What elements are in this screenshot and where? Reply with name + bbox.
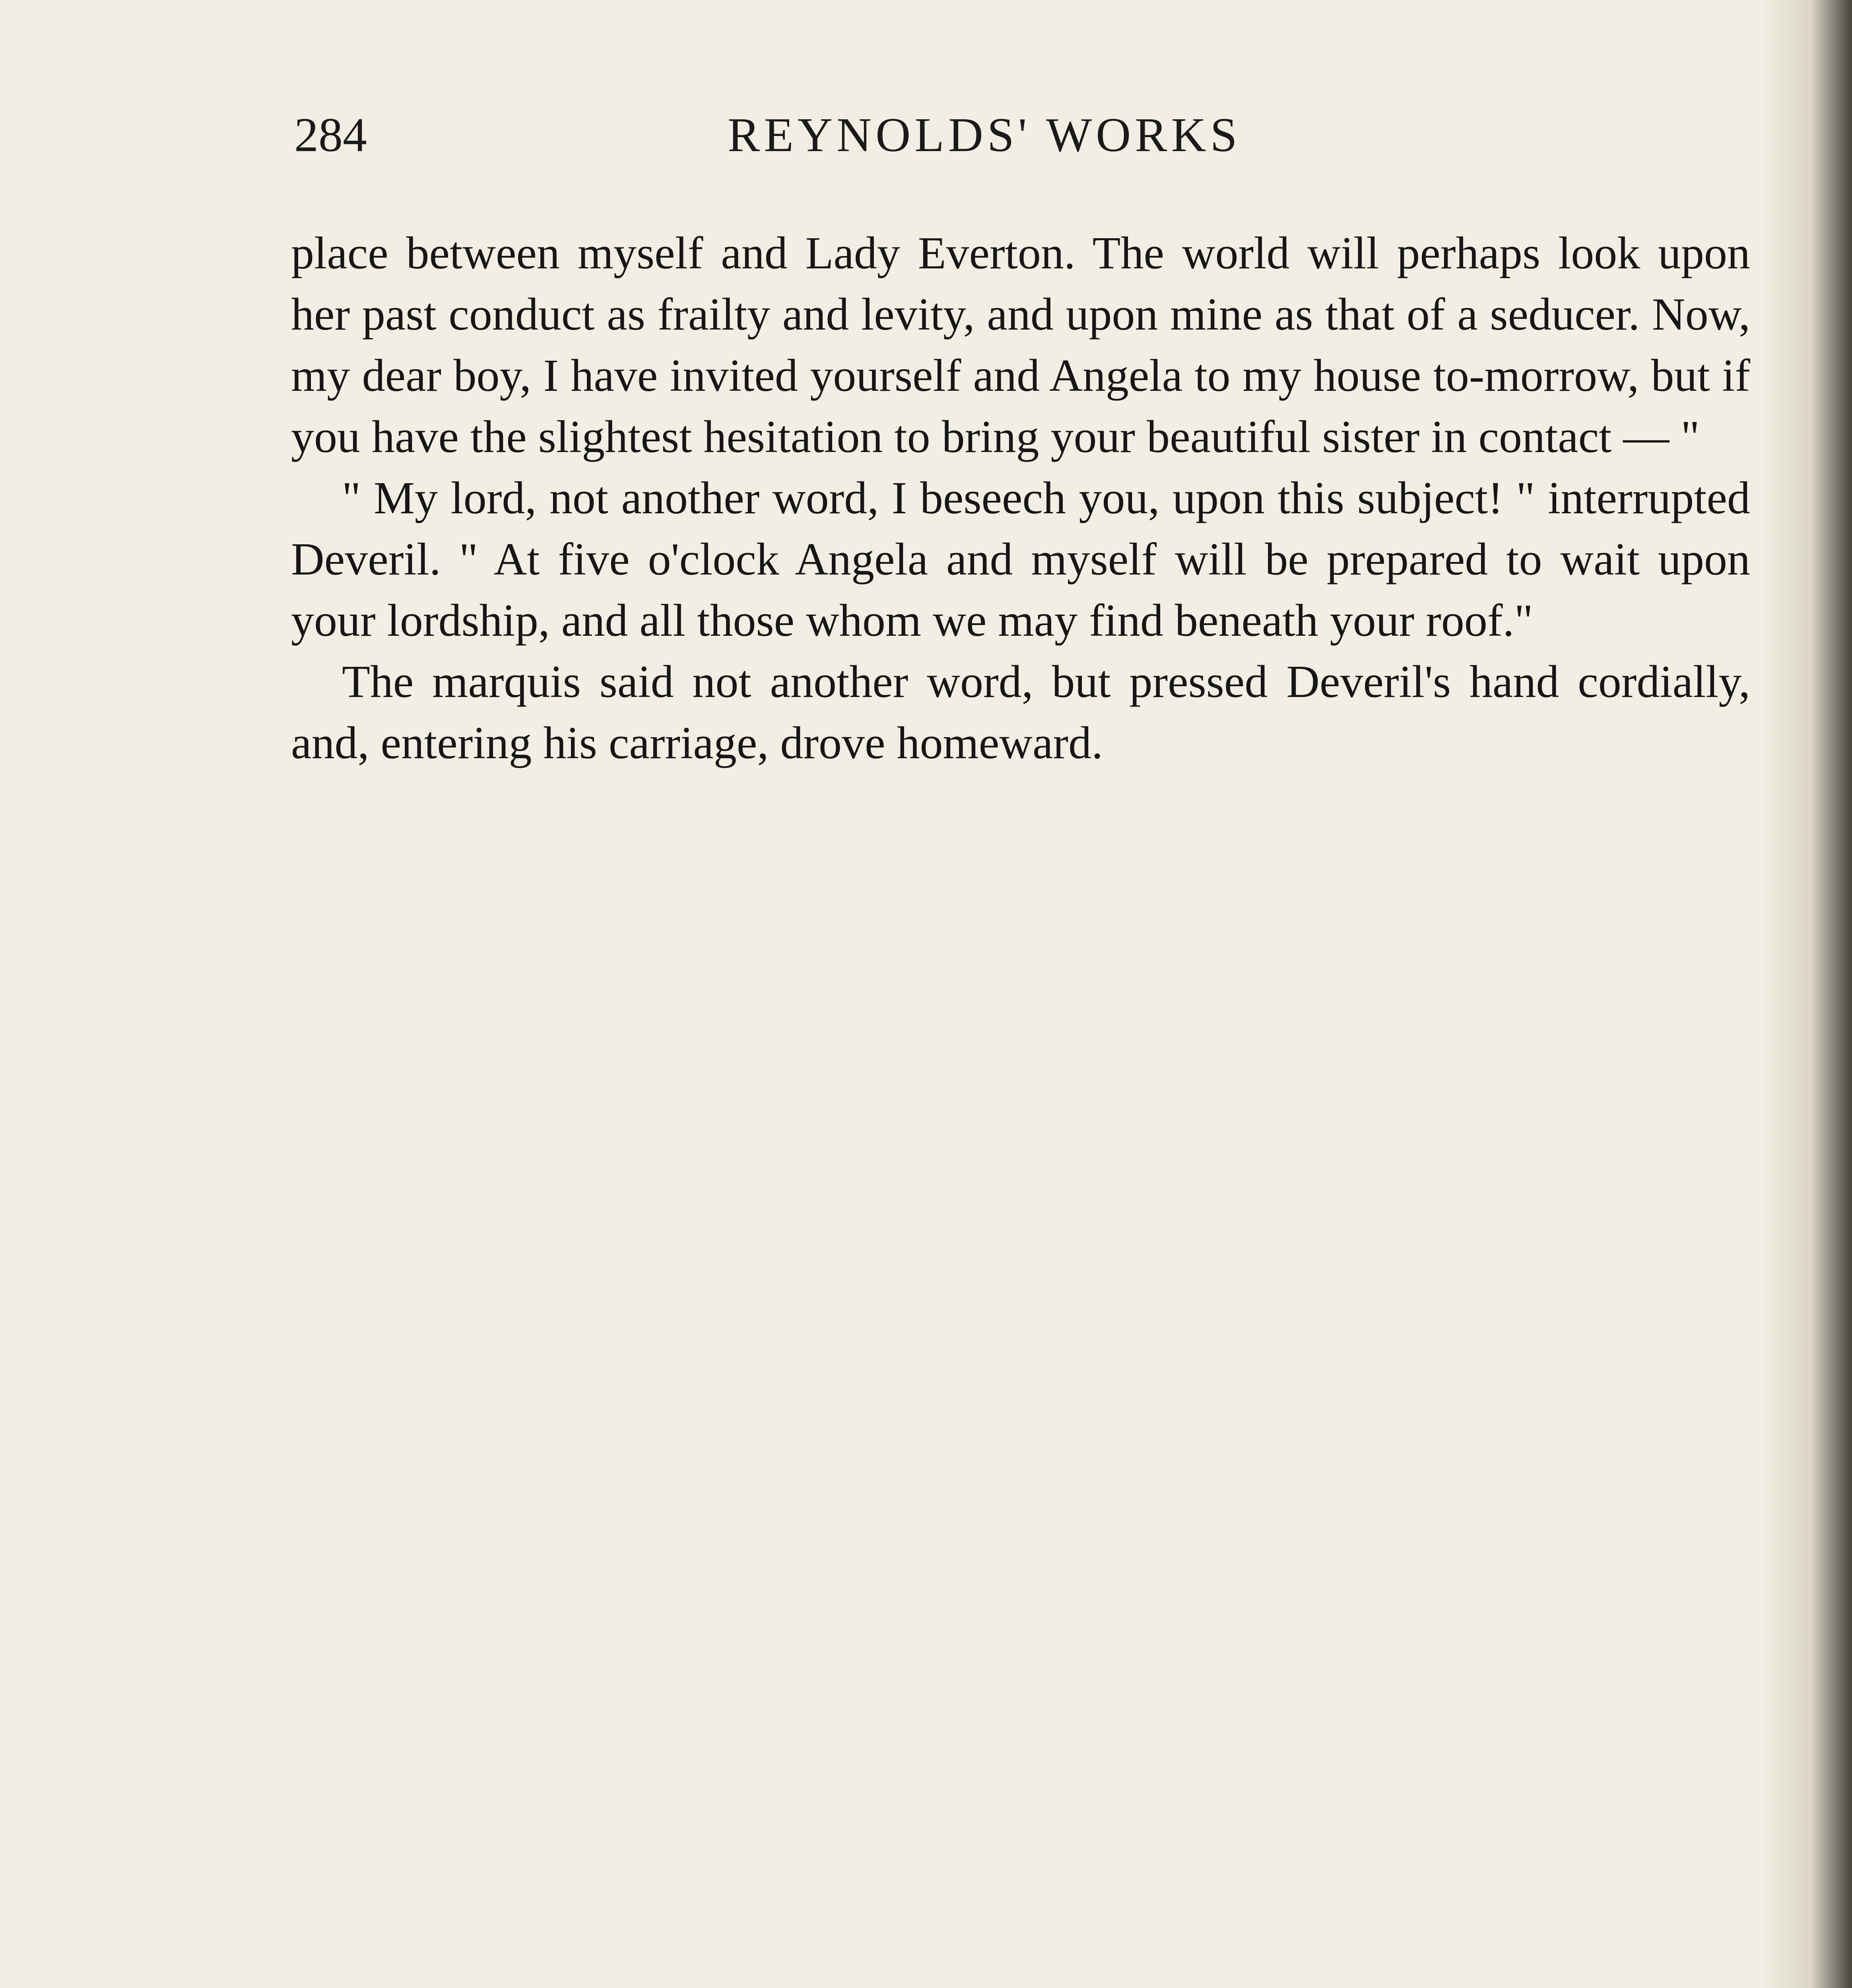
paragraph-dialogue: " My lord, not another word, I beseech you, upon this subject! " interrupted Deveril. " At five o'clock Angela and myself will be prepared to wait upon your lordship, and all those whom we may find beneath your roof." (291, 473, 1750, 646)
page-number: 284 (294, 108, 367, 162)
paragraph-continuation: place between myself and Lady Everton. The world will perhaps look upon her past conduct as frailty and levity, and upon mine as that of a seducer. Now, my dear boy, I have invited yourself and Angela to my house to-morrow, but if you have the slightest hesitation to bring your beautiful sister in contact — " (291, 228, 1750, 462)
page-header (294, 107, 1749, 179)
body-text (291, 223, 1750, 774)
running-head: REYNOLDS' WORKS (728, 108, 1241, 162)
paragraph-closing: The marquis said not another word, but pressed Deveril's hand cordially, and, entering his carriage, drove homeward. (291, 656, 1750, 769)
spine-shadow (1761, 0, 1852, 1988)
